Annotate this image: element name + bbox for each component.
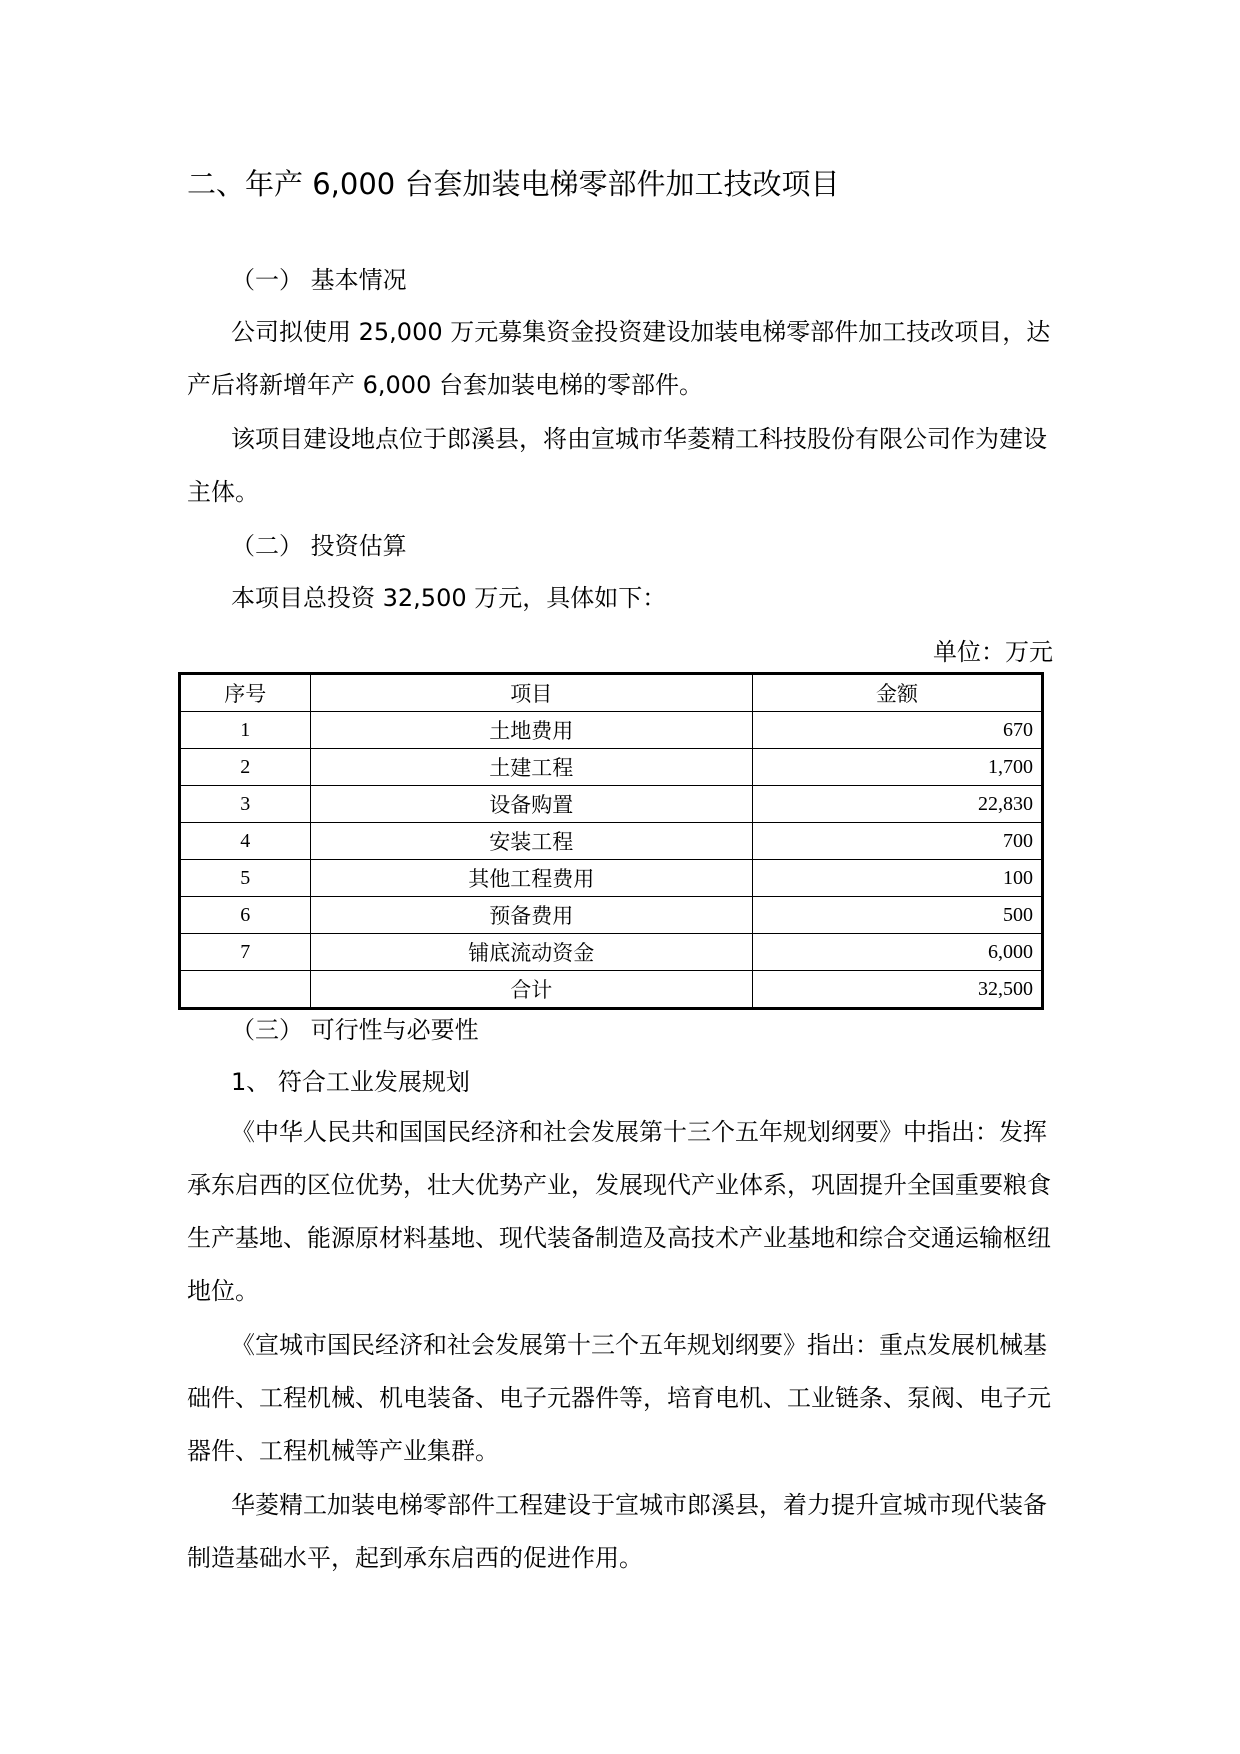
table-row	[180, 749, 1043, 786]
row-index: 1	[180, 712, 311, 749]
row-item: 预备费用	[310, 897, 752, 934]
row-item: 其他工程费用	[310, 860, 752, 897]
row-item: 土地费用	[310, 712, 752, 749]
row-item: 土建工程	[310, 749, 752, 786]
row-item: 设备购置	[310, 786, 752, 823]
row-index: 6	[180, 897, 311, 934]
table-row	[180, 823, 1043, 860]
row-amount: 6,000	[752, 934, 1042, 971]
row-index: 4	[180, 823, 311, 860]
investment-intro: 本项目总投资 32,500 万元，具体如下：	[231, 584, 667, 612]
table-row	[180, 786, 1043, 823]
row-index	[180, 971, 311, 1009]
row-index: 2	[180, 749, 311, 786]
table-total-row	[180, 971, 1043, 1009]
basic-info-paragraph-1: 公司拟使用 25,000 万元募集资金投资建设加装电梯零部件加工技改项目，达产后将新增年产 6,000 台套加装电梯的零部件。	[187, 318, 1051, 399]
row-amount: 670	[752, 712, 1042, 749]
row-amount: 700	[752, 823, 1042, 860]
unit-label: 单位：万元	[933, 638, 1053, 666]
header-index: 序号	[180, 674, 311, 712]
row-amount: 1,700	[752, 749, 1042, 786]
row-index: 5	[180, 860, 311, 897]
row-index: 3	[180, 786, 311, 823]
header-item: 项目	[310, 674, 752, 712]
table-row	[180, 860, 1043, 897]
row-amount: 22,830	[752, 786, 1042, 823]
feasibility-paragraph-1: 《中华人民共和国国民经济和社会发展第十三个五年规划纲要》中指出：发挥承东启西的区位优势，壮大优势产业，发展现代产业体系，巩固提升全国重要粮食生产基地、能源原材料基地、现代装备制造及高技术产业基地和综合交通运输枢纽地位。	[187, 1118, 1051, 1305]
row-item: 合计	[310, 971, 752, 1009]
table-row	[180, 897, 1043, 934]
feasibility-title: （三） 可行性与必要性	[231, 1016, 479, 1044]
table-row	[180, 934, 1043, 971]
point-1-title: 1、 符合工业发展规划	[231, 1068, 470, 1096]
row-amount: 100	[752, 860, 1042, 897]
row-index: 7	[180, 934, 311, 971]
header-amount: 金额	[752, 674, 1042, 712]
table-header-row	[180, 674, 1043, 712]
row-amount: 32,500	[752, 971, 1042, 1009]
row-amount: 500	[752, 897, 1042, 934]
feasibility-paragraph-3: 华菱精工加装电梯零部件工程建设于宣城市郎溪县，着力提升宣城市现代装备制造基础水平，起到承东启西的促进作用。	[187, 1491, 1047, 1572]
investment-title: （二） 投资估算	[231, 532, 407, 560]
row-item: 安装工程	[310, 823, 752, 860]
section-heading: 二、年产 6,000 台套加装电梯零部件加工技改项目	[187, 167, 840, 201]
basic-info-title: （一） 基本情况	[231, 266, 407, 294]
row-item: 铺底流动资金	[310, 934, 752, 971]
investment-table	[178, 672, 1044, 1010]
table-row	[180, 712, 1043, 749]
basic-info-paragraph-2: 该项目建设地点位于郎溪县，将由宣城市华菱精工科技股份有限公司作为建设主体。	[187, 425, 1047, 506]
feasibility-paragraph-2: 《宣城市国民经济和社会发展第十三个五年规划纲要》指出：重点发展机械基础件、工程机械、机电装备、电子元器件等，培育电机、工业链条、泵阀、电子元器件、工程机械等产业集群。	[187, 1331, 1051, 1465]
